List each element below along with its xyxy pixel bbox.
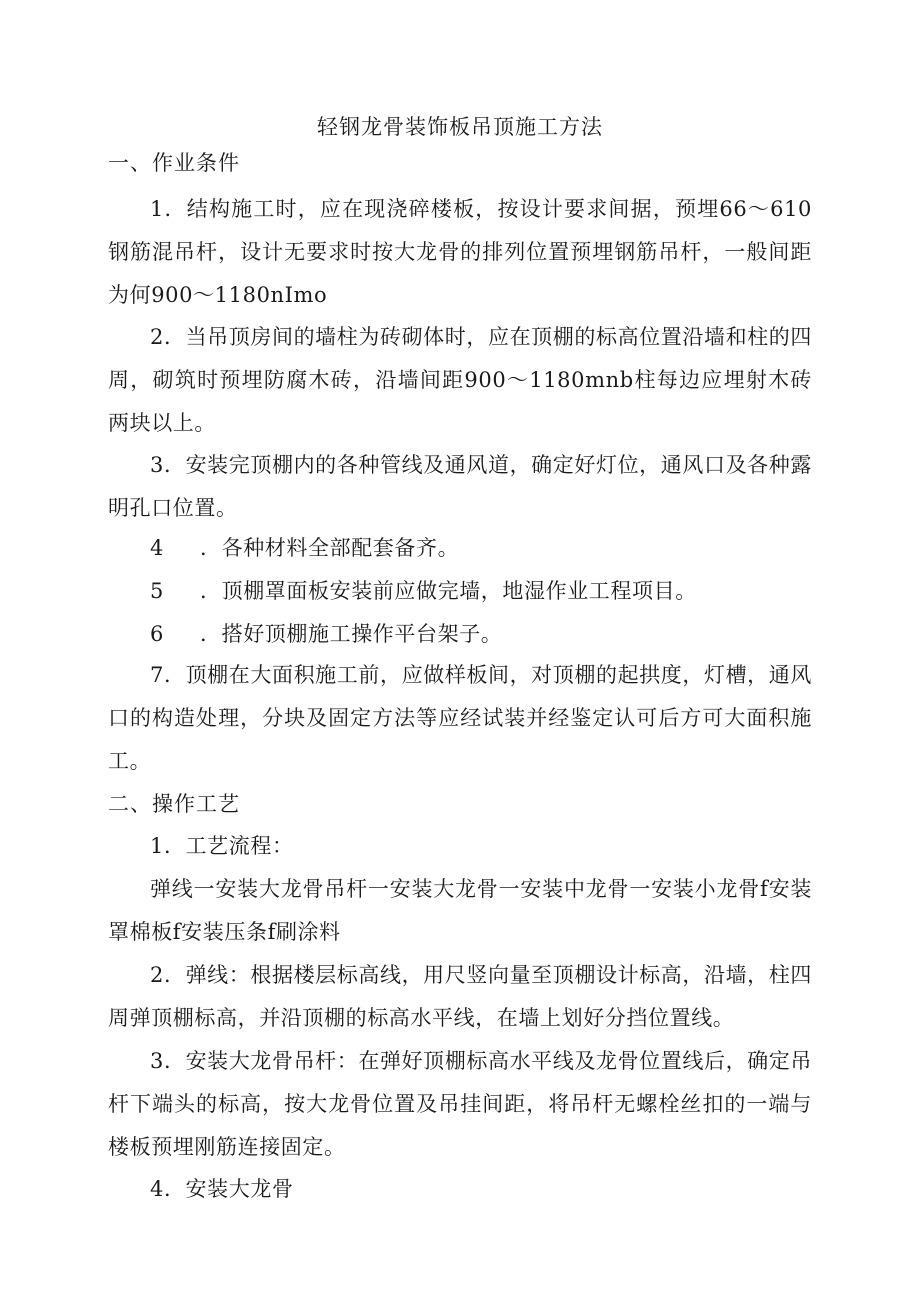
paragraph-1-1: 1．结构施工时，应在现浇碎楼板，按设计要求间据，预埋66～610钢筋混吊杆，设计无要求时按大龙骨的排列位置预埋钢筋吊杆，一般间距为何900～1180nImo bbox=[108, 197, 812, 307]
list-item-number: 6 bbox=[150, 622, 164, 646]
paragraph-1-7: 7．顶棚在大面积施工前，应做样板间，对顶棚的起拱度，灯槽，通风口的构造处理，分块及固定方法等应经试装并经鉴定认可后方可大面积施工。 bbox=[108, 663, 812, 773]
list-item-5 bbox=[150, 576, 697, 606]
paragraph-2-2: 2．弹线：根据楼层标高线，用尺竖向量至顶棚设计标高，沿墙，柱四周弹顶棚标高，并沿顶棚的标高水平线，在墙上划好分挡位置线。 bbox=[108, 963, 812, 1030]
paragraph-2-1: 1．工艺流程： bbox=[150, 834, 294, 858]
paragraph-2-flow: 弹线一安装大龙骨吊杆一安装大龙骨一安装中龙骨一安装小龙骨f安装罩棉板f安装压条f刷涂料 bbox=[108, 877, 812, 944]
list-item-text: ．各种材料全部配套备齐。 bbox=[200, 536, 460, 560]
list-item-4 bbox=[150, 533, 459, 563]
paragraph-2-3: 3．安装大龙骨吊杆：在弹好顶棚标高水平线及龙骨位置线后，确定吊杆下端头的标高，按大龙骨位置及吊挂间距，将吊杆无螺栓丝扣的一端与楼板预埋刚筋连接固定。 bbox=[108, 1049, 812, 1159]
list-item-text: ．顶棚罩面板安装前应做完墙，地湿作业工程项目。 bbox=[200, 579, 697, 603]
section-heading-2: 二、操作工艺 bbox=[108, 792, 240, 816]
list-item-text: ．搭好顶棚施工操作平台架子。 bbox=[200, 622, 503, 646]
paragraph-2-4: 4．安装大龙骨 bbox=[150, 1177, 294, 1201]
paragraph-1-2: 2．当吊顶房间的墙柱为砖砌体时，应在顶棚的标高位置沿墙和柱的四周，砌筑时预埋防腐木砖，沿墙间距900～1180mnb柱每边应埋射木砖两块以上。 bbox=[108, 325, 812, 435]
section-heading-1: 一、作业条件 bbox=[108, 151, 240, 175]
list-item-6 bbox=[150, 619, 502, 649]
document-title: 轻钢龙骨装饰板吊顶施工方法 bbox=[317, 115, 603, 139]
paragraph-1-3: 3．安装完顶棚内的各种管线及通风道，确定好灯位，通风口及各种露明孔口位置。 bbox=[108, 453, 812, 520]
list-item-number: 4 bbox=[150, 536, 164, 560]
list-item-number: 5 bbox=[150, 579, 164, 603]
